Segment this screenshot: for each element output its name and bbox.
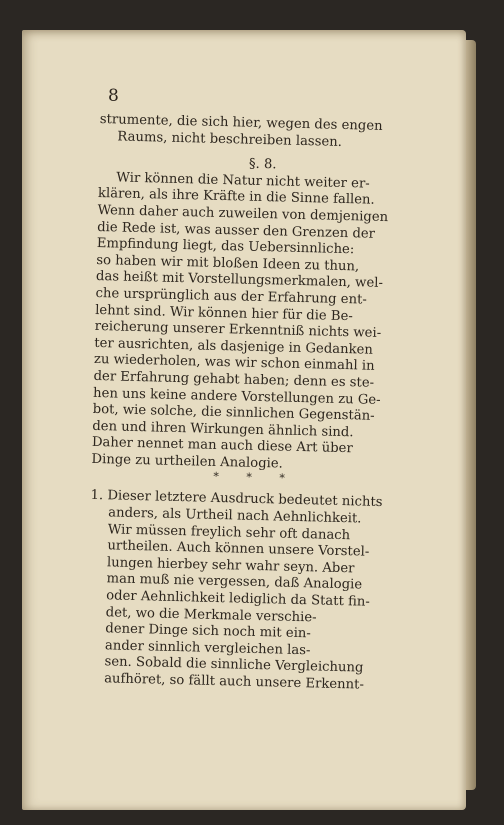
note-line: man muß nie vergessen, daß Analogie [106, 571, 363, 593]
note-line: det, wo die Merkmale verschie- [105, 604, 317, 626]
page-edge [466, 40, 476, 790]
note-line: dener Dinge sich noch mit ein- [105, 621, 312, 642]
text-line: zu wiederholen, was wir schon einmahl in [93, 352, 375, 375]
text-line: so haben wir mit bloßen Ideen zu thun, [96, 252, 360, 275]
text-line: Wir können die Natur nicht weiter er- [116, 170, 370, 192]
note-line: 1. Dieser letztere Ausdruck bedeutet nichts [90, 488, 383, 511]
text-line: der Erfahrung gehabt haben; denn es ste- [93, 368, 375, 391]
text-line: Dinge zu urtheilen Analogie. [91, 451, 284, 472]
text-line: reicherung unserer Erkenntniß nichts wei- [94, 319, 382, 342]
text-line: das heißt mit Vorstellungsmerkmalen, wel- [95, 269, 384, 292]
page-number: 8 [108, 86, 119, 106]
page-text [86, 112, 428, 695]
text-line: Wenn daher auch zuweilen von demjenigen [97, 202, 389, 226]
note-line: oder Aehnlichkeit lediglich da Statt fin- [105, 588, 370, 610]
text-line: Raums, nicht beschreiben lassen. [117, 129, 343, 150]
text-line: Daher nennet man auch diese Art über [91, 435, 353, 457]
note-line: anders, als Urtheil nach Aehnlichkeit. [108, 505, 362, 527]
text-line: strumente, die sich hier, wegen des engen [99, 112, 383, 134]
text-line: ter ausrichten, als dasjenige in Gedanken [94, 335, 374, 358]
text-line: lehnt sind. Wir können hier für die Be- [94, 302, 354, 324]
text-line: bot, wie solche, die sinnlichen Gegenstän- [92, 402, 375, 424]
note-line: ander sinnlich vergleichen las- [104, 638, 311, 659]
separator-stars: * * * [213, 470, 298, 486]
text-line: den und ihren Wirkungen ähnlich sind. [92, 418, 354, 440]
section-heading: §. 8. [248, 156, 277, 173]
text-line: hen uns keine andere Vorstellungen zu Ge- [92, 385, 381, 408]
note-line: sen. Sobald die sinnliche Vergleichung [104, 654, 364, 677]
text-line: che ursprünglich aus der Erfahrung ent- [95, 285, 367, 308]
note-line: aufhöret, so fällt auch unsere Erkennt- [103, 671, 365, 693]
text-line: die Rede ist, was ausser den Grenzen der [97, 219, 376, 242]
note-line: urtheilen. Auch können unsere Vorstel- [107, 538, 370, 560]
note-line: Wir müssen freylich sehr oft danach [107, 521, 351, 543]
note-line: lungen hierbey sehr wahr seyn. Aber [106, 555, 355, 577]
text-line: Empfindung liegt, das Uebersinnliche: [96, 236, 355, 258]
text-line: klären, als ihre Kräfte in die Sinne fallen. [97, 186, 375, 209]
